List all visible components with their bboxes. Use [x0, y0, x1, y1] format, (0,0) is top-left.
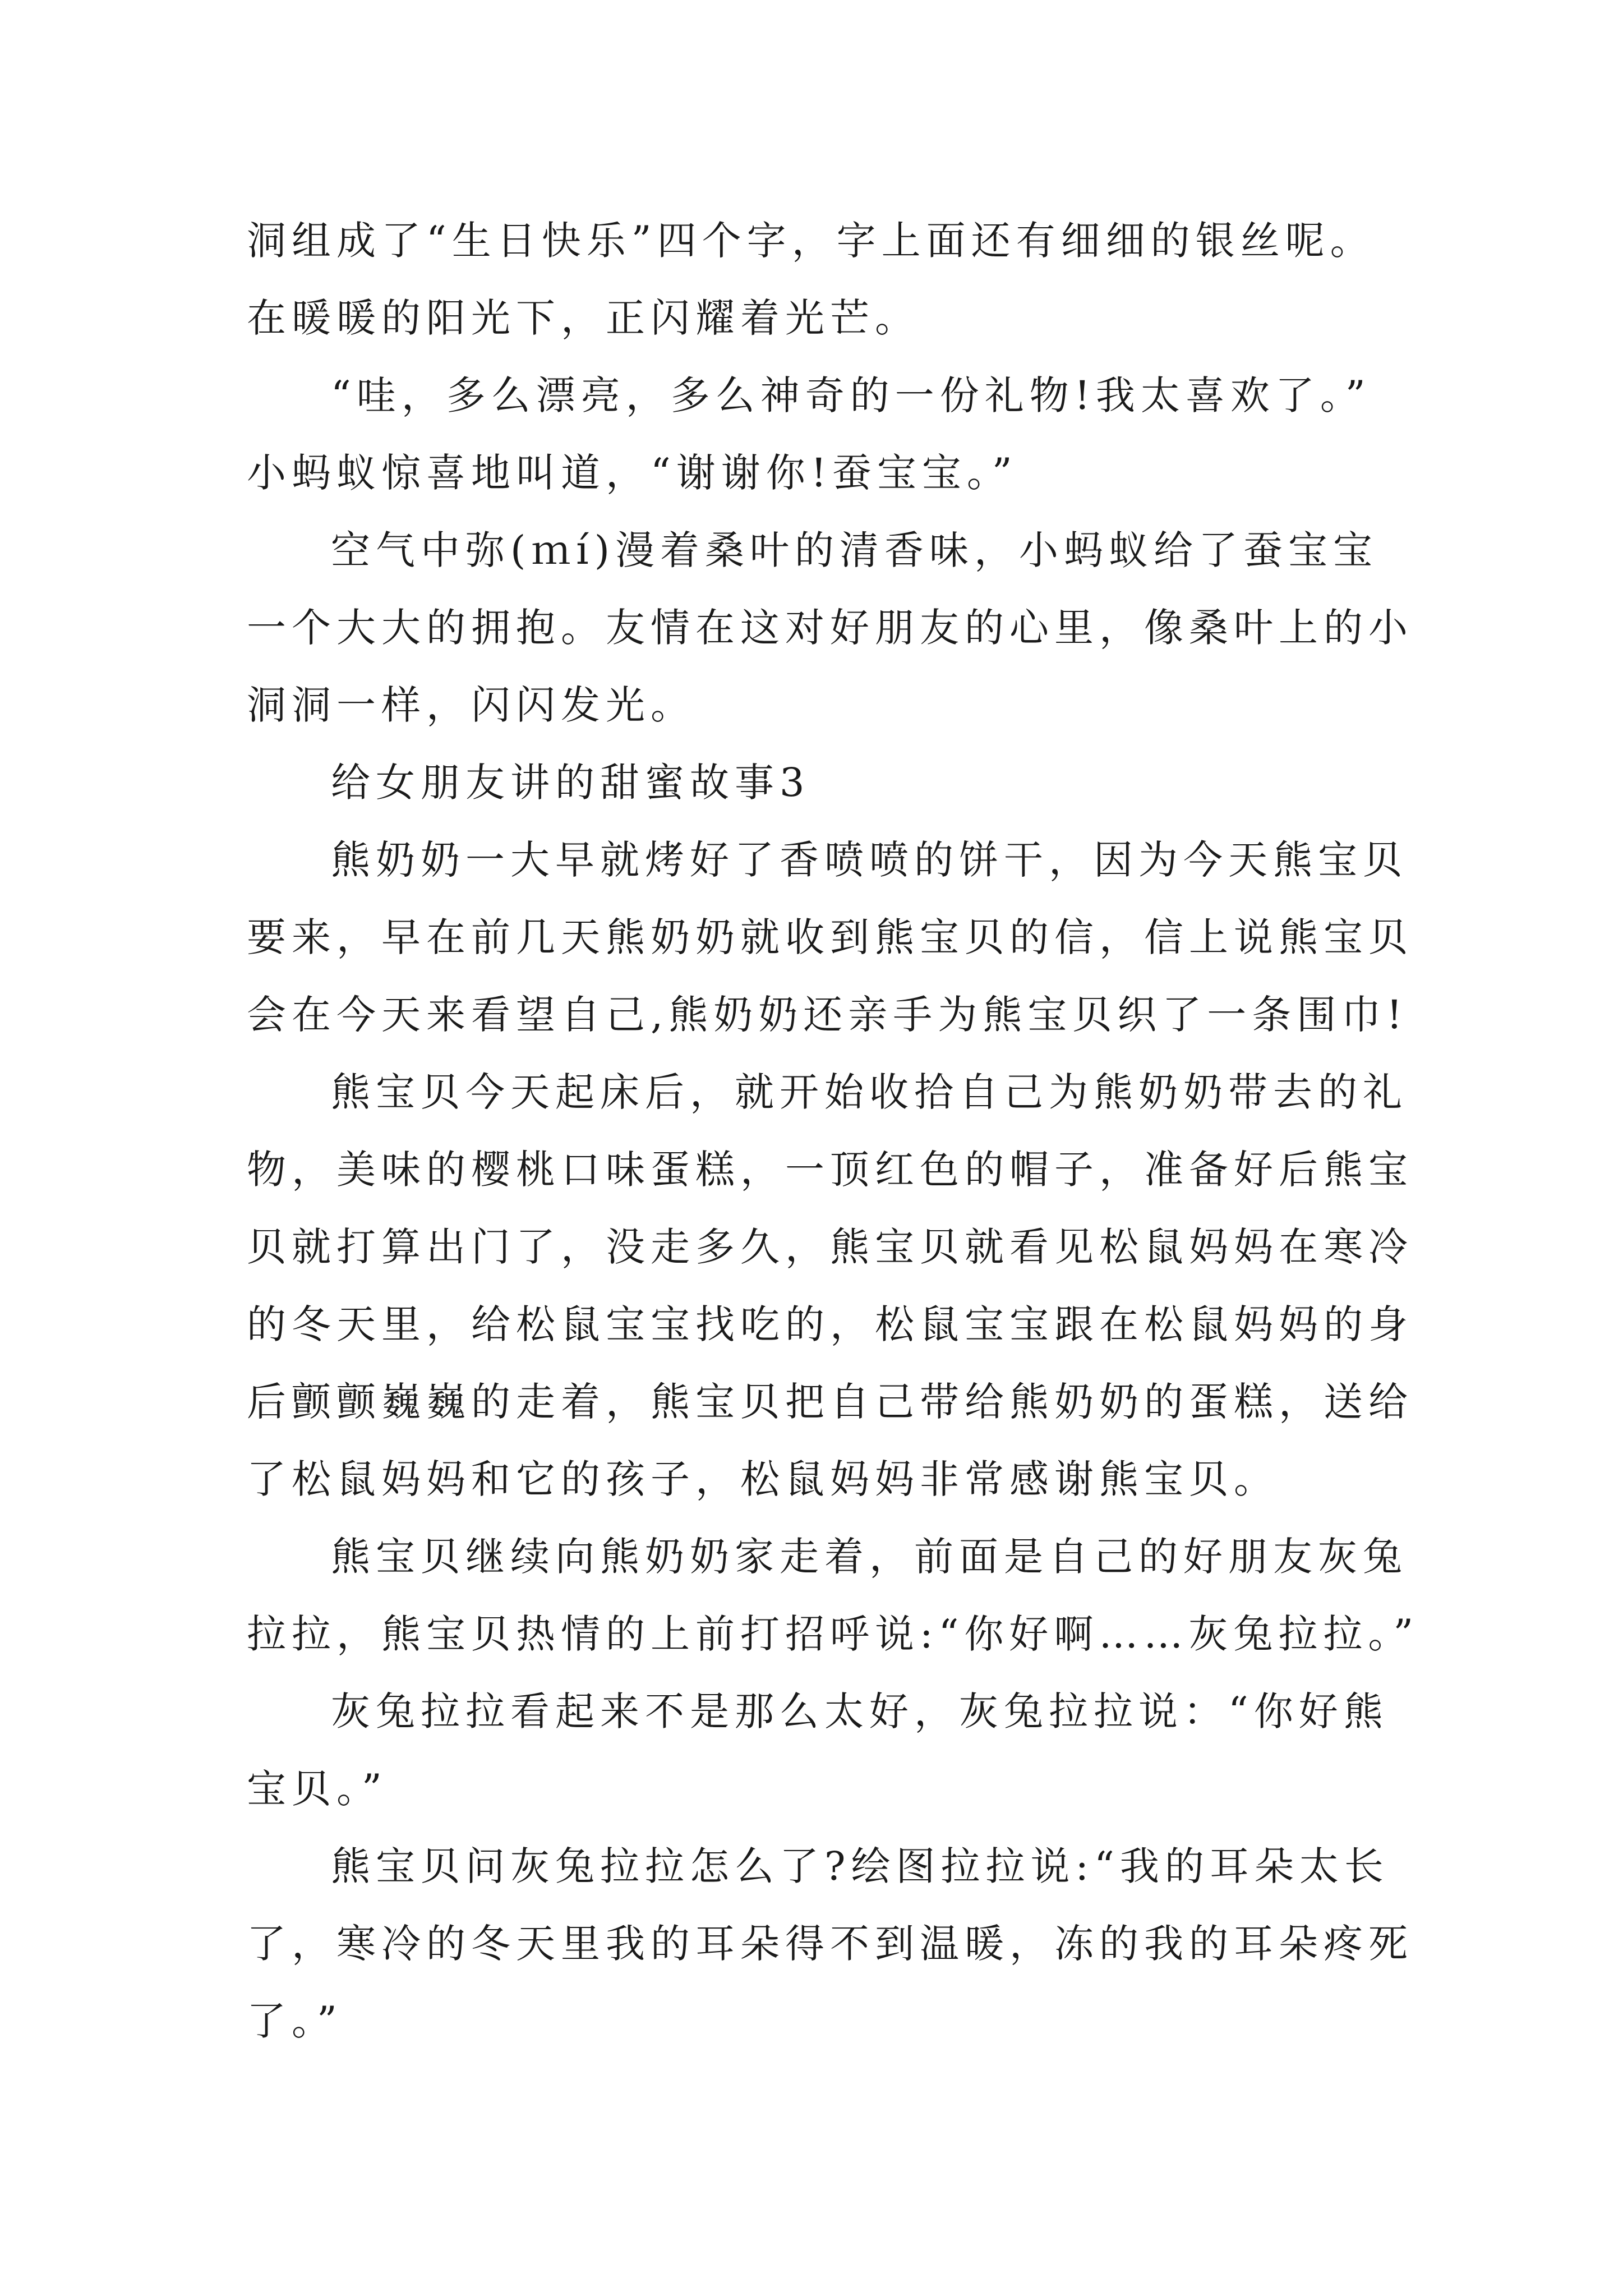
body-text [247, 202, 1424, 2060]
text-line: 熊宝贝问灰兔拉拉怎么了?绘图拉拉说:“我的耳朵太长 [331, 1843, 1389, 1889]
text-line: 了。” [247, 1998, 343, 2044]
text-line: 贝就打算出门了，没走多久，熊宝贝就看见松鼠妈妈在寒冷 [247, 1224, 1413, 1270]
text-line: “哇，多么漂亮，多么神奇的一份礼物!我太喜欢了。” [331, 372, 1371, 418]
text-line: 小蚂蚁惊喜地叫道，“谢谢你!蚕宝宝。” [247, 450, 1018, 496]
section-heading: 给女朋友讲的甜蜜故事3 [331, 760, 810, 806]
text-line: 在暖暖的阳光下，正闪耀着光芒。 [247, 295, 920, 341]
text-line: 熊奶奶一大早就烤好了香喷喷的饼干，因为今天熊宝贝 [331, 837, 1408, 883]
text-line: 灰兔拉拉看起来不是那么太好，灰兔拉拉说：“你好熊 [331, 1688, 1389, 1734]
text-line: 一个大大的拥抱。友情在这对好朋友的心里，像桑叶上的小 [247, 605, 1413, 651]
text-line: 洞洞一样，闪闪发光。 [247, 682, 695, 728]
text-line: 的冬天里，给松鼠宝宝找吃的，松鼠宝宝跟在松鼠妈妈的身 [247, 1301, 1413, 1347]
text-line: 洞组成了“生日快乐”四个字，字上面还有细细的银丝呢。 [247, 218, 1375, 264]
text-line: 后颤颤巍巍的走着，熊宝贝把自己带给熊奶奶的蛋糕，送给 [247, 1379, 1413, 1425]
text-line: 物，美味的樱桃口味蛋糕，一顶红色的帽子，准备好后熊宝 [247, 1147, 1413, 1193]
text-line: 熊宝贝今天起床后，就开始收拾自己为熊奶奶带去的礼 [331, 1069, 1408, 1115]
text-line: 要来，早在前几天熊奶奶就收到熊宝贝的信，信上说熊宝贝 [247, 914, 1413, 960]
text-line: 熊宝贝继续向熊奶奶家走着，前面是自己的好朋友灰兔 [331, 1534, 1408, 1580]
text-line: 会在今天来看望自己,熊奶奶还亲手为熊宝贝织了一条围巾! [247, 992, 1408, 1038]
text-line: 了，寒冷的冬天里我的耳朵得不到温暖，冻的我的耳朵疼死 [247, 1921, 1413, 1967]
text-line: 了松鼠妈妈和它的孩子，松鼠妈妈非常感谢熊宝贝。 [247, 1456, 1279, 1502]
text-line: 宝贝。” [247, 1766, 388, 1812]
text-line: 空气中弥(ｍí)漫着桑叶的清香味，小蚂蚁给了蚕宝宝 [331, 527, 1378, 573]
text-line: 拉拉，熊宝贝热情的上前打招呼说:“你好啊……灰兔拉拉。” [247, 1611, 1419, 1657]
